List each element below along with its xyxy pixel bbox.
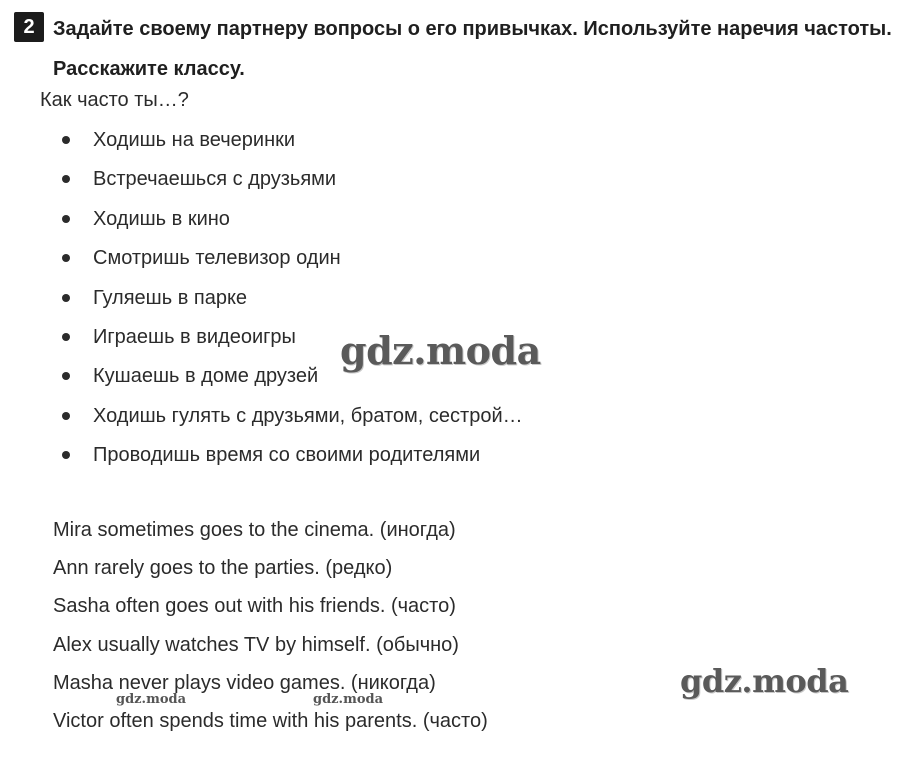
question-text: Играешь в видеоигры [93,325,296,348]
question-item [0,282,523,321]
bullet-icon [62,333,70,341]
answer-item: Victor often spends time with his parents. (часто) [53,709,488,732]
bullet-icon [62,412,70,420]
bullet-icon [62,136,70,144]
question-item [0,439,523,478]
answer-item: Ann rarely goes to the parties. (редко) [53,557,393,580]
task-title: Задайте своему партнеру вопросы о его привычках. Используйте наречия частоты. Расскажите классу. [53,18,892,80]
question-item [0,400,523,439]
question-prompt: Как часто ты…? [40,89,189,111]
question-item [0,242,523,281]
question-text: Ходишь на вечеринки [93,129,296,151]
answer-item: Masha never plays video games. (никогда) [53,671,436,694]
bullet-icon [62,254,70,262]
question-list [0,124,523,479]
question-text: Проводишь время со своими родителями [93,444,481,467]
question-text: Ходишь в кино [93,207,230,230]
question-item [0,163,523,202]
answer-list [53,513,488,742]
question-item [0,124,523,163]
question-text: Смотришь телевизор один [93,247,341,270]
watermark-small: gdz.moda [313,692,384,707]
bullet-icon [62,372,70,380]
task-number-badge: 2 [14,12,44,42]
bullet-icon [62,294,70,302]
question-text: Встречаешься с друзьями [93,168,337,191]
question-text: Кушаешь в доме друзей [93,365,319,388]
answer-item: Mira sometimes goes to the cinema. (иногда) [53,519,456,541]
question-text: Ходишь гулять с друзьями, братом, сестрой… [93,404,523,427]
watermark-logo: gdz.moda [680,662,849,700]
bullet-icon [62,451,70,459]
question-item [0,203,523,242]
watermark-logo: gdz.moda [340,328,541,373]
bullet-icon [62,175,70,183]
bullet-icon [62,215,70,223]
answer-item: Sasha often goes out with his friends. (часто) [53,595,456,618]
question-text: Гуляешь в парке [93,286,248,309]
watermark-small: gdz.moda [116,692,187,707]
answer-item: Alex usually watches TV by himself. (обычно) [53,633,459,656]
